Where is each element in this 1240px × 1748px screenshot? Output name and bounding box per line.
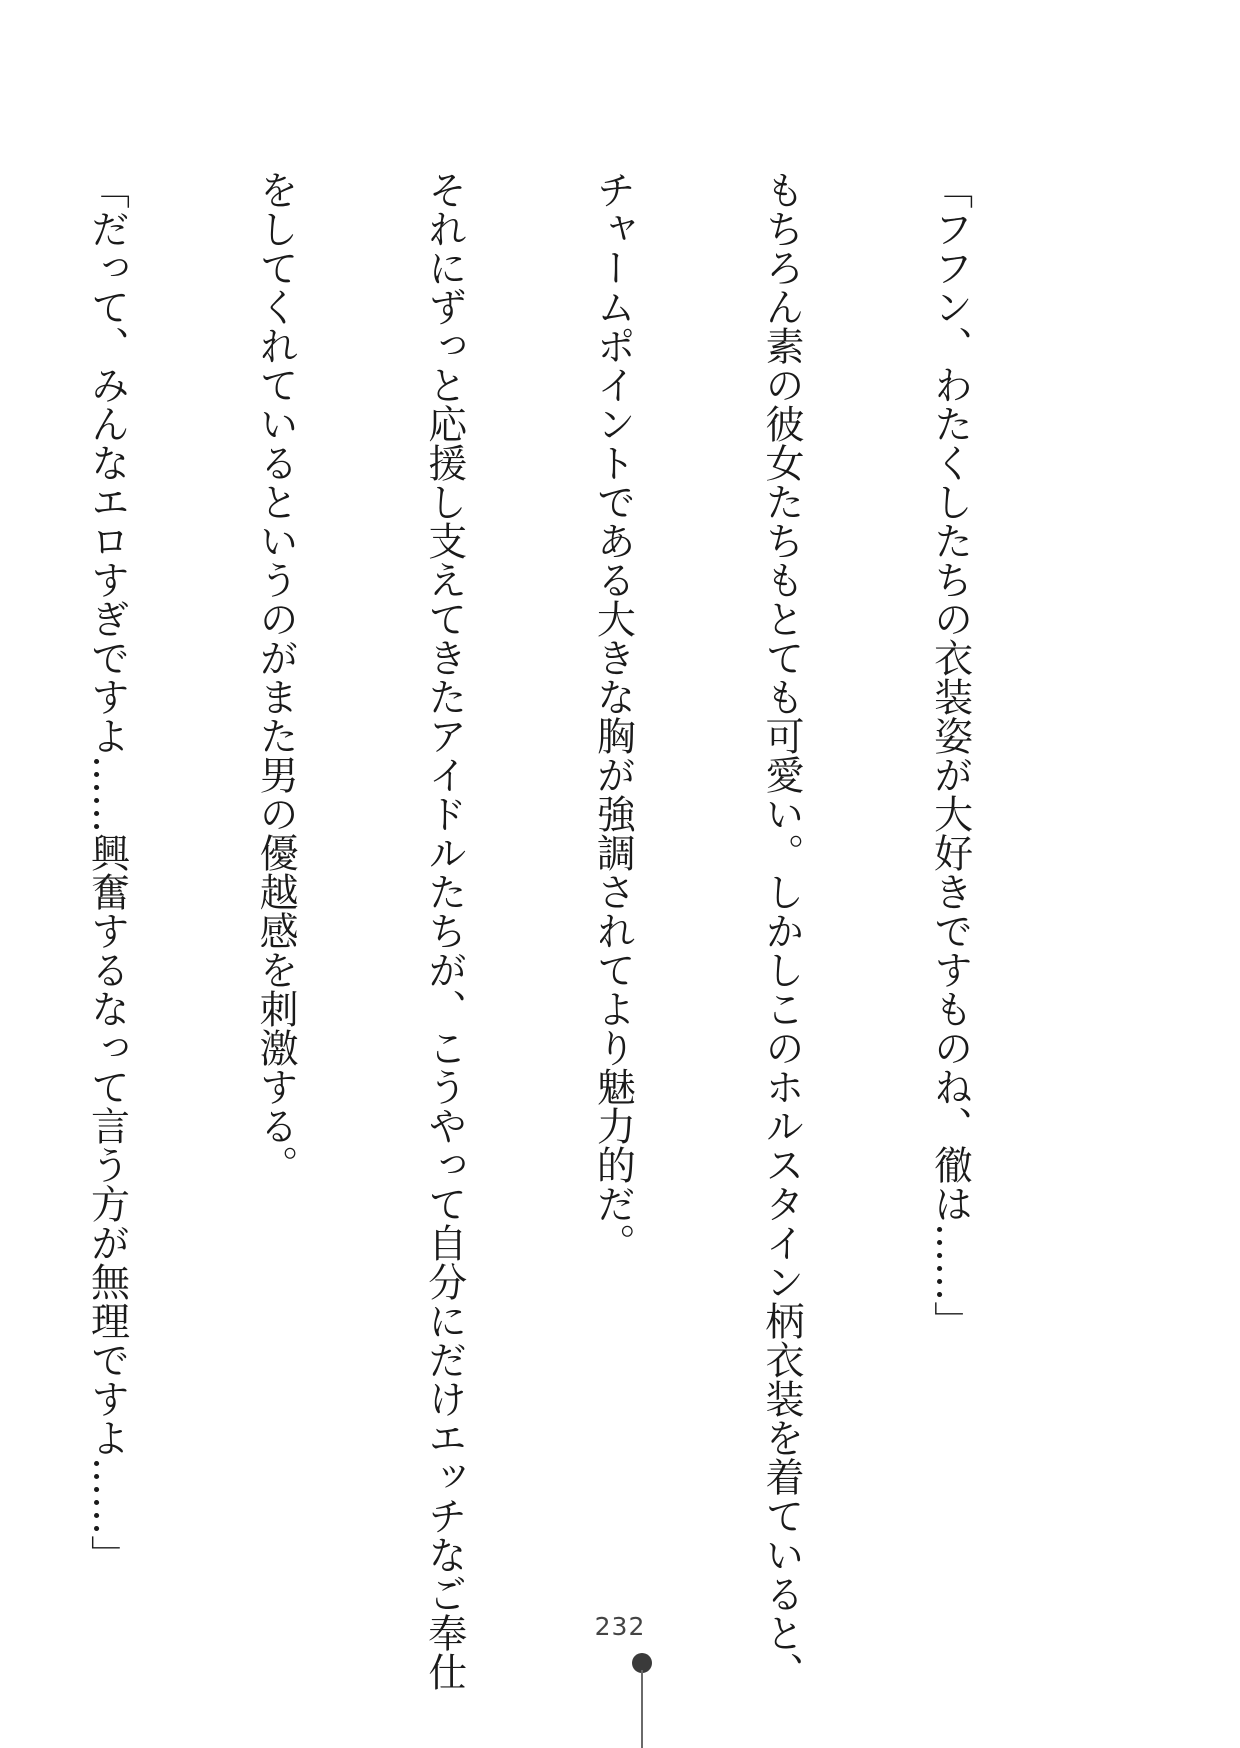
text-line: それにずっと応援し支えてきたアイドルたちが、こうやって自分にだけエッチなご奉仕 <box>421 170 467 1691</box>
text-line: チャームポイントである大きな胸が強調されてより魅力的だ。 <box>590 170 636 1262</box>
page-marker-line <box>641 1670 643 1748</box>
text-line: 「だって、みんなエロすぎですよ……興奮するなって言う方が無理ですよ……」 <box>84 170 130 1574</box>
page-number: 232 <box>594 1612 646 1641</box>
text-line: もちろん素の彼女たちもとても可愛い。しかしこのホルスタイン柄衣装を着ていると、 <box>758 170 804 1691</box>
text-line: 「フフン、わたくしたちの衣装姿が大好きですものね、徹は……」 <box>927 170 973 1340</box>
text-line: をしてくれているというのがまた男の優越感を刺激する。 <box>253 170 299 1184</box>
